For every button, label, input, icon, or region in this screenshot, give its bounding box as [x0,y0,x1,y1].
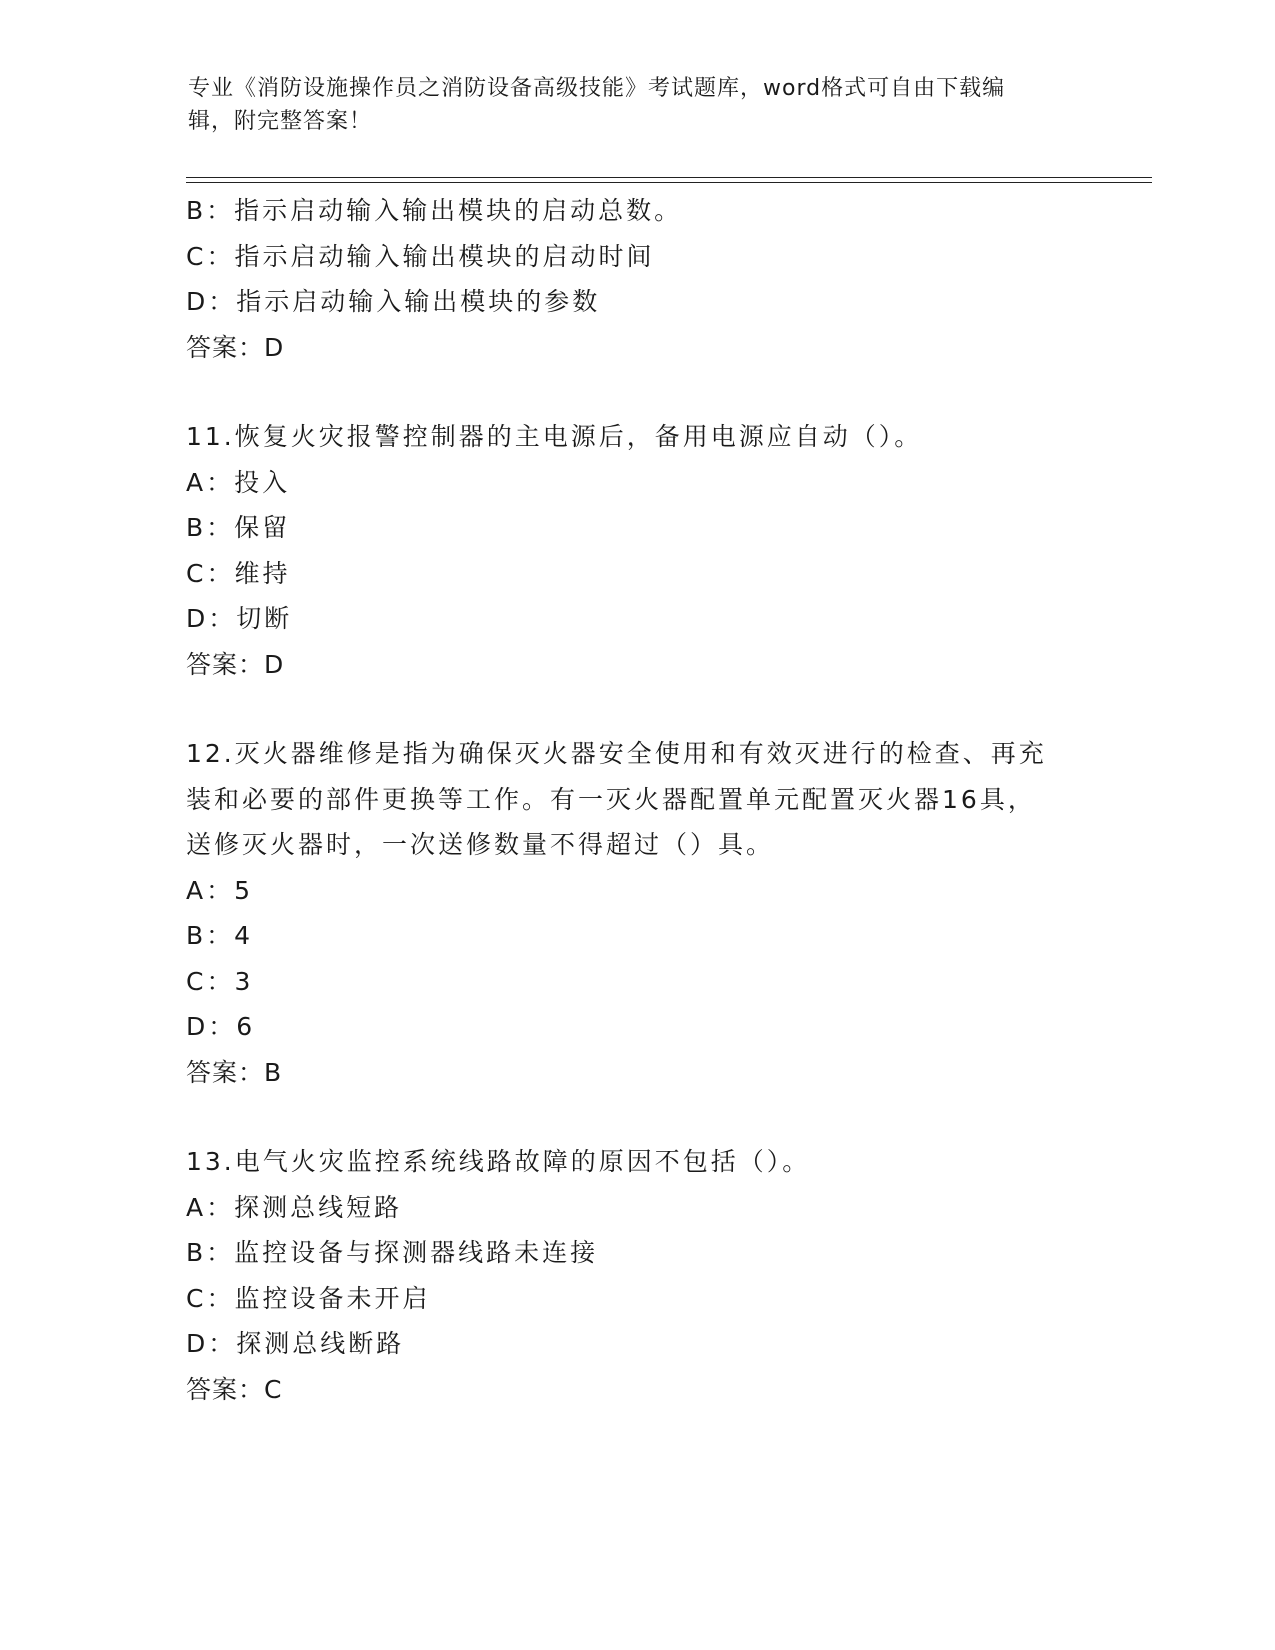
option-a: A：探测总线短路 [186,1192,403,1222]
option-b: B：指示启动输入输出模块的启动总数。 [186,196,683,225]
option-a: A：5 [186,875,254,905]
option-b: B：4 [186,921,254,950]
option-c: C：维持 [186,558,291,588]
question-fragment [186,188,1086,370]
document-header [188,72,1068,138]
question-stem-line-1: 12.灭火器维修是指为确保灭火器安全使用和有效灭进行的检查、再充 [186,739,1047,768]
option-d: D：指示启动输入输出模块的参数 [186,287,601,316]
option-a: A：投入 [186,467,291,497]
question-stem-line-2: 装和必要的部件更换等工作。有一灭火器配置单元配置灭火器16具， [186,784,1036,814]
spacer [186,1095,1086,1139]
answer: 答案：D [186,649,285,679]
option-c: C：指示启动输入输出模块的启动时间 [186,241,655,271]
answer: 答案：C [186,1374,283,1404]
answer: 答案：D [186,332,285,362]
question-stem-line-3: 送修灭火器时，一次送修数量不得超过（）具。 [186,830,775,859]
question-13 [186,1139,1086,1412]
question-11 [186,414,1086,687]
question-stem: 13.电气火灾监控系统线路故障的原因不包括（）。 [186,1147,811,1176]
option-c: C：监控设备未开启 [186,1283,431,1313]
header-line-2: 辑，附完整答案！ [188,109,373,134]
header-divider-bottom [186,182,1152,183]
spacer [186,370,1086,414]
header-divider-top [186,177,1152,178]
option-b: B：保留 [186,513,291,542]
option-b: B：监控设备与探测器线路未连接 [186,1238,599,1267]
option-d: D：探测总线断路 [186,1329,405,1358]
question-stem: 11.恢复火灾报警控制器的主电源后，备用电源应自动（）。 [186,422,923,451]
spacer [186,687,1086,731]
question-12 [186,731,1086,1095]
answer: 答案：B [186,1057,283,1087]
option-d: D：切断 [186,604,293,633]
question-list [186,188,1086,1412]
option-c: C：3 [186,966,254,996]
option-d: D：6 [186,1012,256,1041]
header-line-1: 专业《消防设施操作员之消防设备高级技能》考试题库，word格式可自由下载编 [188,76,1006,101]
